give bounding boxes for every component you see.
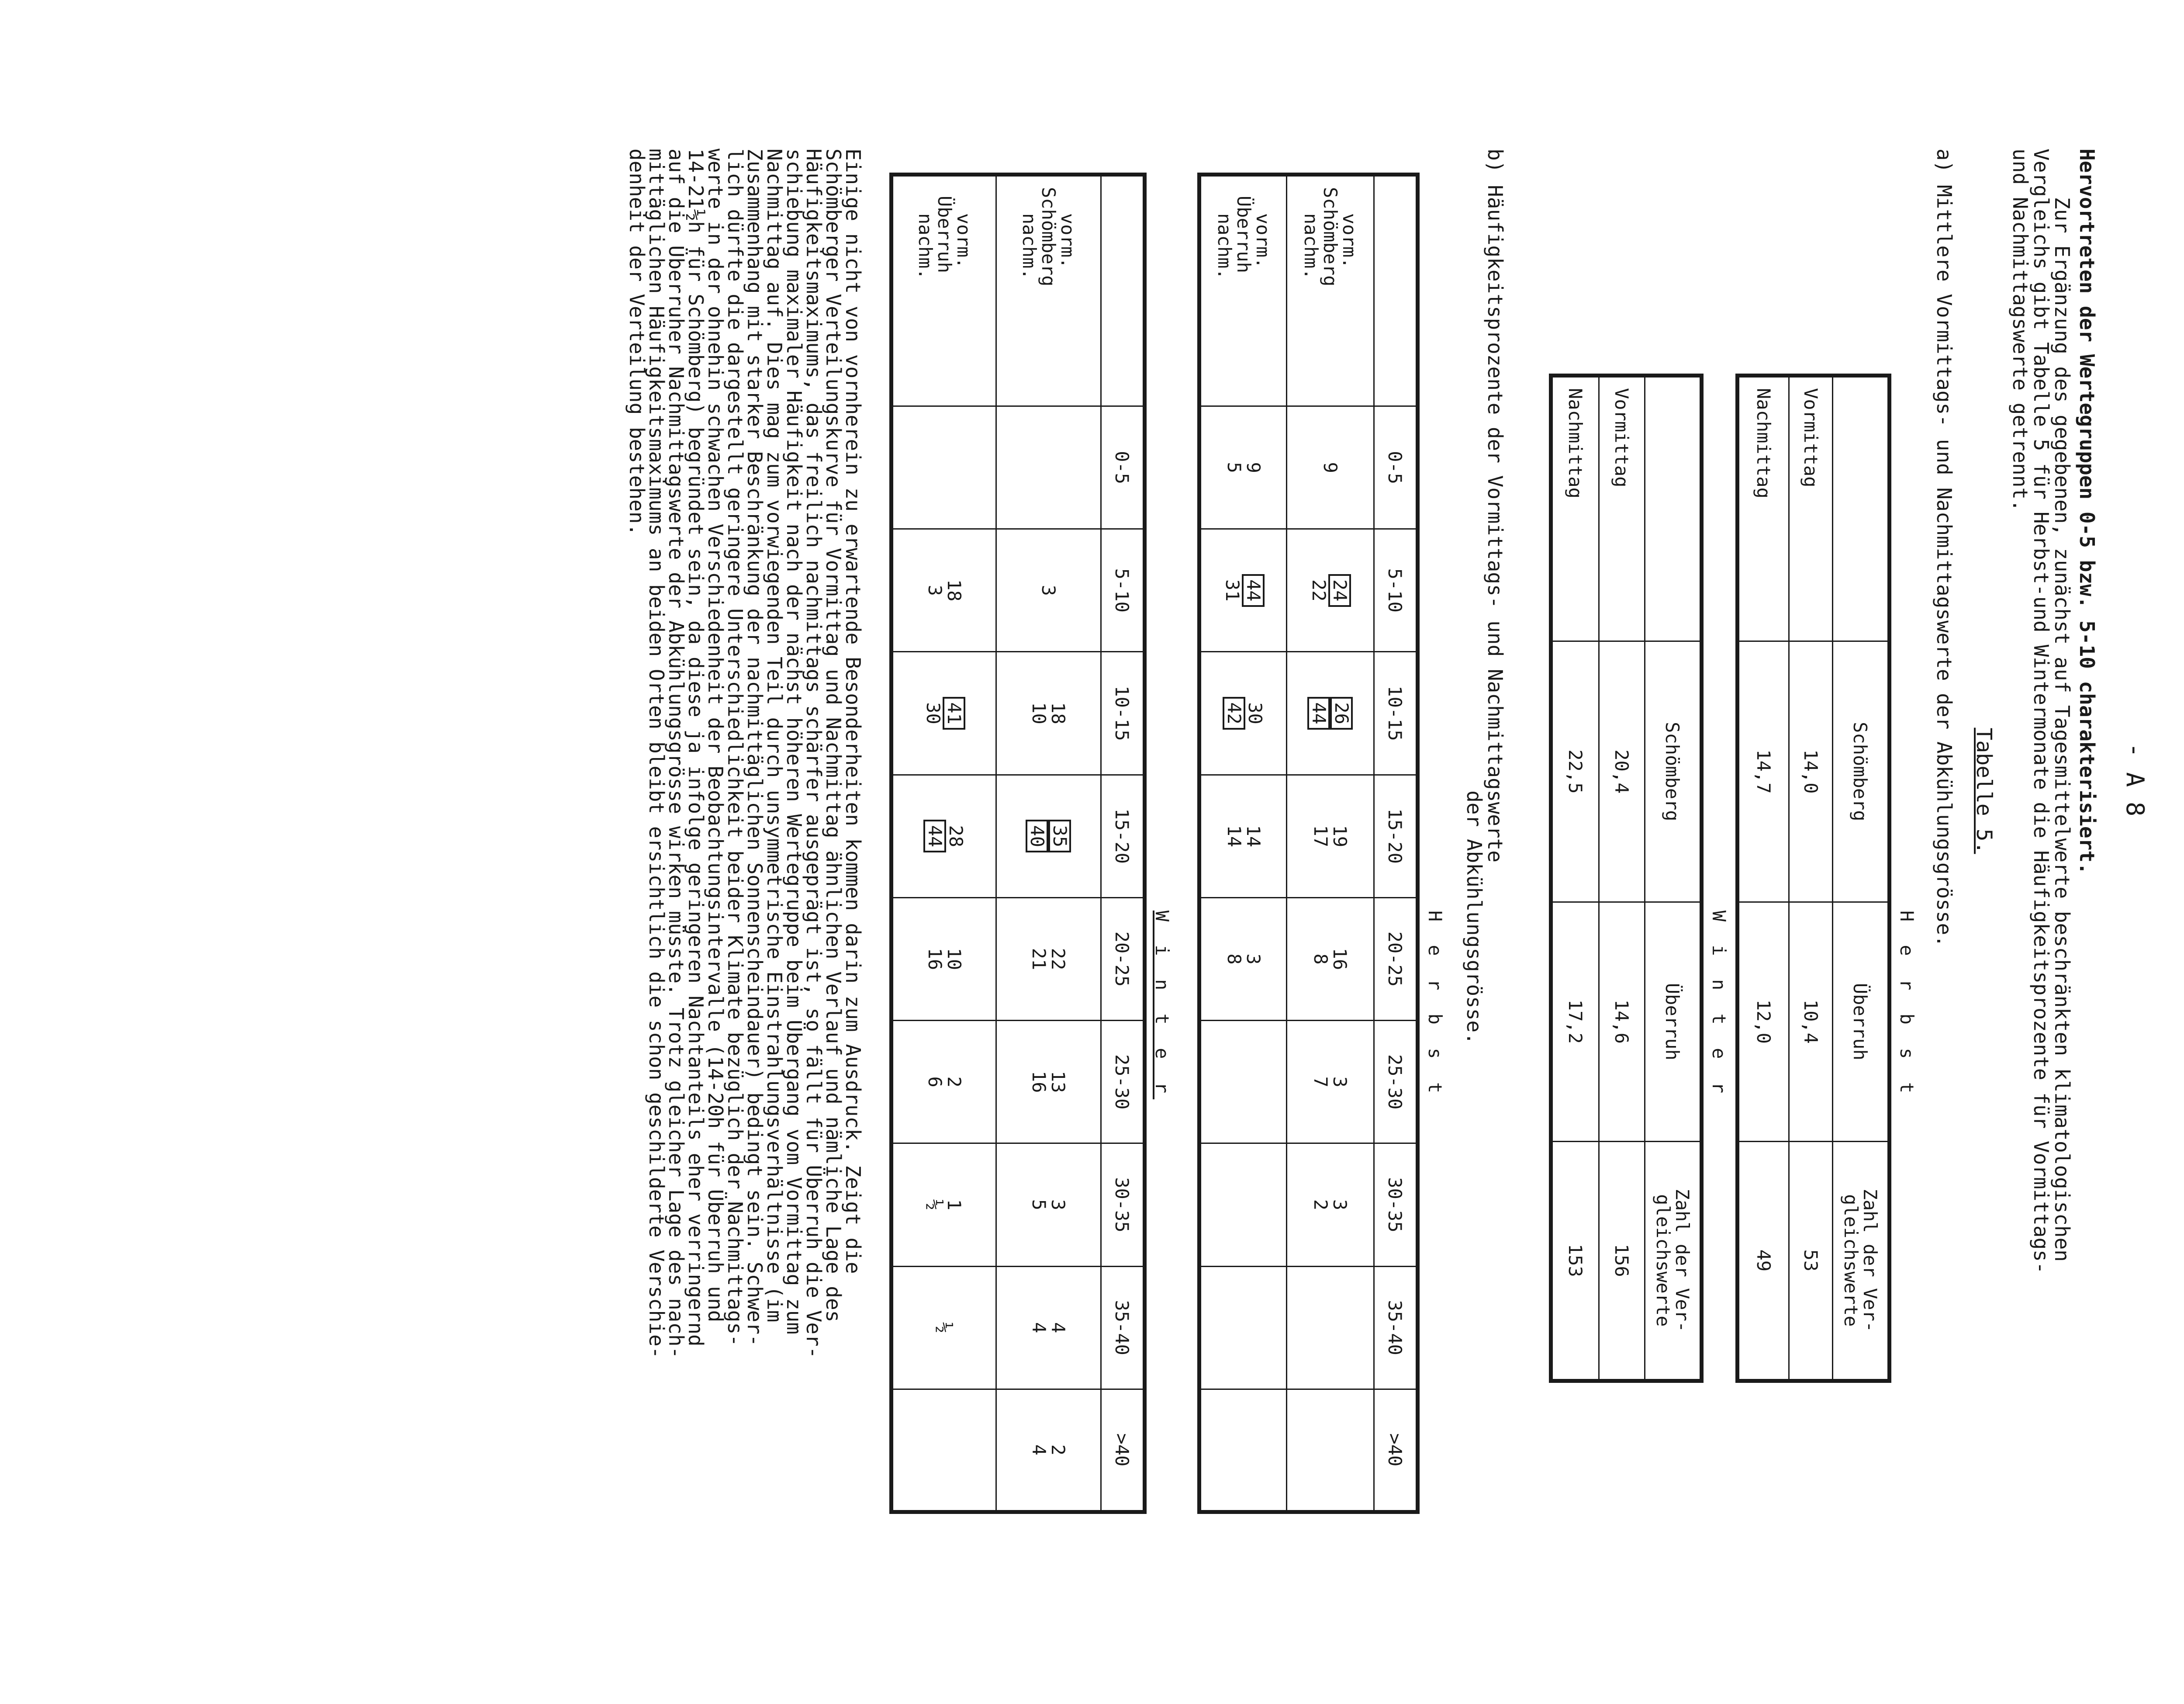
label-station: Überruh bbox=[1233, 196, 1254, 274]
value: 7 bbox=[1310, 1076, 1332, 1088]
header-cell: 30-35 bbox=[1101, 1143, 1145, 1266]
table-a-header-schoemberg: Schömberg bbox=[1833, 641, 1890, 902]
table-cell bbox=[892, 1143, 996, 1266]
header-cell: 25-30 bbox=[1374, 1021, 1418, 1143]
table-b-winter-header-row bbox=[1101, 175, 1145, 1512]
table-cell bbox=[996, 652, 1101, 775]
value: 3 bbox=[1329, 1199, 1351, 1211]
table-a-winter-header-count-text: Zahl der Ver- gleichswerte bbox=[1652, 1188, 1693, 1333]
table-cell: 22,5 bbox=[1551, 641, 1599, 902]
table-cell bbox=[892, 529, 996, 652]
label-vorm: vorm. bbox=[1339, 213, 1361, 269]
value: 18 bbox=[943, 579, 965, 602]
table-cell bbox=[1199, 406, 1287, 529]
boxed-value: 44 bbox=[1242, 574, 1265, 607]
table-title: Tabelle 5. bbox=[1972, 727, 1996, 854]
table-a-header-ueberruh: Überruh bbox=[1833, 902, 1890, 1141]
header-cell: 35-40 bbox=[1101, 1266, 1145, 1389]
table-cell bbox=[892, 1021, 996, 1143]
value: ½ bbox=[934, 1322, 955, 1333]
header-corner bbox=[1374, 175, 1418, 406]
boxed-value: 35 bbox=[1049, 820, 1071, 852]
group-label bbox=[892, 175, 996, 406]
boxed-value: 44 bbox=[923, 820, 946, 852]
header-cell: 20-25 bbox=[1374, 897, 1418, 1020]
value: 9 bbox=[1320, 462, 1341, 473]
table-a-winter-header-empty bbox=[1645, 376, 1702, 641]
table-row-group bbox=[1287, 175, 1374, 1512]
table-cell: 53 bbox=[1789, 1141, 1833, 1381]
value: 3 bbox=[1243, 953, 1264, 965]
value: 8 bbox=[1223, 953, 1245, 965]
value: 5 bbox=[1028, 1199, 1050, 1211]
header-cell: 0-5 bbox=[1374, 406, 1418, 529]
label-station: Schömberg bbox=[1320, 187, 1341, 287]
table-cell bbox=[996, 529, 1101, 652]
value: 2 bbox=[943, 1076, 965, 1088]
table-cell bbox=[1287, 1389, 1374, 1512]
header-cell: 30-35 bbox=[1374, 1143, 1418, 1266]
closing-line-6: Zusammenhang mit starker Beschränkung der nachmittäglichen Sonnenscheindauer) bedingt sein. Schwer- bbox=[743, 149, 767, 1347]
table-row bbox=[1551, 376, 1599, 1381]
closing-line-4: schiebung maximaler Häufigkeit nach der nächst höheren Wertegruppe beim Übergang vom Vormittag zum bbox=[782, 149, 806, 1335]
table-cell bbox=[1287, 1021, 1374, 1143]
table-a-header-count-text: Zahl der Ver- gleichswerte bbox=[1840, 1188, 1881, 1333]
closing-line-12: denheit der Verteilung bestehen. bbox=[625, 149, 649, 536]
table-cell: 14,6 bbox=[1599, 902, 1645, 1141]
table-a-winter-header-row bbox=[1645, 376, 1702, 1381]
value: 22 bbox=[1308, 579, 1330, 602]
label-station: Schömberg bbox=[1038, 187, 1060, 287]
value: 14 bbox=[1243, 825, 1264, 848]
table-cell: 14,0 bbox=[1789, 641, 1833, 902]
value: 3 bbox=[924, 585, 946, 596]
table-b-herbst-header-row bbox=[1374, 175, 1418, 1512]
value: 8 bbox=[1310, 953, 1332, 965]
table-row bbox=[1599, 376, 1645, 1381]
table-cell bbox=[1199, 1266, 1287, 1389]
value: 3 bbox=[1047, 1199, 1069, 1211]
table-cell bbox=[1287, 775, 1374, 897]
intro-line-1: Hervortreten der Wertegruppen 0-5 bzw. 5-10 charakterisiert. bbox=[2075, 149, 2099, 875]
group-label bbox=[1199, 175, 1287, 406]
value: 17 bbox=[1310, 825, 1332, 848]
table-cell bbox=[892, 1266, 996, 1389]
value: 16 bbox=[1329, 948, 1351, 970]
table-cell bbox=[996, 897, 1101, 1020]
header-cell: >40 bbox=[1101, 1389, 1145, 1512]
value: 2 bbox=[1310, 1199, 1332, 1211]
closing-line-7: lich dürfte die dargestellt geringere Unterschiedlichkeit beider Klimate bezüglich der Nachmittags- bbox=[723, 149, 747, 1347]
table-row-group bbox=[1199, 175, 1287, 1512]
group-label bbox=[996, 175, 1101, 406]
section-b-heading-line-1: b) Häufigkeitsprozente der Vormittags- und Nachmittagswerte bbox=[1483, 149, 1507, 862]
section-b-heading-line-2: der Abkühlungsgrösse. bbox=[1462, 790, 1486, 1045]
table-a-herbst-title: H e r b s t bbox=[1896, 910, 1918, 1100]
group-label bbox=[1287, 175, 1374, 406]
header-cell: 5-10 bbox=[1101, 529, 1145, 652]
header-cell: >40 bbox=[1374, 1389, 1418, 1512]
value: 13 bbox=[1047, 1070, 1069, 1093]
value: 18 bbox=[1047, 702, 1069, 724]
row-label: Nachmittag bbox=[1738, 376, 1789, 641]
table-a-winter-title: W i n t e r bbox=[1708, 910, 1730, 1100]
table-cell bbox=[1287, 652, 1374, 775]
closing-line-11: mittäglichen Häufigkeitsmaximums an beiden Orten bleibt ersichtlich die schon geschilderte Verschie- bbox=[645, 149, 668, 1359]
table-cell bbox=[892, 652, 996, 775]
intro-line-2: Zur Ergänzung des gegebenen, zunächst auf Tagesmittelwerte beschränkten klimatologischen bbox=[2050, 149, 2074, 1262]
table-cell bbox=[1287, 1143, 1374, 1266]
table-cell bbox=[1287, 406, 1374, 529]
row-label: Vormittag bbox=[1789, 376, 1833, 641]
table-cell bbox=[892, 775, 996, 897]
table-row bbox=[1789, 376, 1833, 1381]
value: 2 bbox=[1047, 1444, 1069, 1456]
closing-line-2: Schömberger Verteilungskurve für Vormittag und Nachmittag ähnlichen Verlauf und nämliche Lage des bbox=[822, 149, 845, 1323]
table-row-group bbox=[996, 175, 1101, 1512]
table-cell bbox=[892, 897, 996, 1020]
value: 22 bbox=[1047, 948, 1069, 970]
label-nachm: nachm. bbox=[1300, 213, 1322, 280]
header-cell: 25-30 bbox=[1101, 1021, 1145, 1143]
table-cell bbox=[1287, 529, 1374, 652]
table-cell bbox=[1199, 529, 1287, 652]
page-number: - A 8 bbox=[2121, 743, 2149, 817]
value: 4 bbox=[1047, 1322, 1069, 1333]
boxed-value: 44 bbox=[1308, 697, 1330, 730]
value: 21 bbox=[1028, 948, 1050, 970]
value: 31 bbox=[1222, 579, 1243, 602]
table-a-winter-header-ueberruh: Überruh bbox=[1645, 902, 1702, 1141]
table-cell bbox=[996, 1021, 1101, 1143]
value: 10 bbox=[943, 948, 965, 970]
table-cell bbox=[1199, 1143, 1287, 1266]
label-vorm: vorm. bbox=[1057, 213, 1079, 269]
value: 6 bbox=[924, 1076, 946, 1088]
header-corner bbox=[1101, 175, 1145, 406]
table-b-winter bbox=[889, 173, 1147, 1514]
value: 10 bbox=[1028, 702, 1050, 724]
value: 14 bbox=[1223, 825, 1245, 848]
table-cell bbox=[1199, 897, 1287, 1020]
table-cell bbox=[1199, 775, 1287, 897]
table-cell bbox=[1287, 897, 1374, 1020]
table-cell bbox=[892, 1389, 996, 1512]
section-a-heading: a) Mittlere Vormittags- und Nachmittagswerte der Abkühlungsgrösse. bbox=[1932, 149, 1956, 947]
table-cell: 14,7 bbox=[1738, 641, 1789, 902]
boxed-value: 42 bbox=[1223, 697, 1245, 730]
table-cell bbox=[996, 1143, 1101, 1266]
closing-line-1: Einige nicht von vornherein zu erwartende Besonderheiten kommen darin zum Ausdruck. Zeigt die bbox=[841, 149, 865, 1274]
table-cell bbox=[996, 406, 1101, 529]
label-vorm: vorm. bbox=[1252, 213, 1274, 269]
header-cell: 20-25 bbox=[1101, 897, 1145, 1020]
boxed-value: 40 bbox=[1026, 820, 1049, 852]
table-cell: 20,4 bbox=[1599, 641, 1645, 902]
table-cell bbox=[1199, 1021, 1287, 1143]
value: 9 bbox=[1243, 462, 1264, 473]
table-b-herbst bbox=[1197, 173, 1420, 1514]
table-cell: 49 bbox=[1738, 1141, 1789, 1381]
value: ½ bbox=[924, 1199, 946, 1211]
value: 16 bbox=[1028, 1070, 1050, 1093]
label-nachm: nachm. bbox=[1214, 213, 1235, 280]
table-row-group bbox=[892, 175, 996, 1512]
table-a-winter bbox=[1549, 374, 1704, 1383]
table-cell: 17,2 bbox=[1551, 902, 1599, 1141]
intro-line-3: Vergleichs gibt Tabelle 5 für Herbst-und Wintermonate die Häufigkeitsprozente für Vormittags- bbox=[2029, 149, 2053, 1274]
boxed-value: 41 bbox=[943, 697, 965, 730]
table-cell bbox=[892, 406, 996, 529]
table-cell bbox=[996, 775, 1101, 897]
table-cell bbox=[1199, 652, 1287, 775]
table-cell: 153 bbox=[1551, 1141, 1599, 1381]
table-cell bbox=[996, 1389, 1101, 1512]
closing-line-5: Nachmittag auf. Dies mag zum vorwiegenden Teil durch unsymmetrische Einstrahlungsverhältnisse (im bbox=[763, 149, 786, 1323]
value: 3 bbox=[1038, 585, 1060, 596]
value: 4 bbox=[1028, 1444, 1050, 1456]
header-cell: 0-5 bbox=[1101, 406, 1145, 529]
table-a bbox=[1735, 374, 1891, 1383]
table-cell bbox=[1287, 1266, 1374, 1389]
row-label: Vormittag bbox=[1599, 376, 1645, 641]
table-row bbox=[1738, 376, 1789, 1381]
table-a-header-empty bbox=[1833, 376, 1890, 641]
closing-line-9: 14-21½h für Schömberg) begründet sein, da diese ja infolge geringeren Nachtanteils eher verringernd bbox=[684, 149, 708, 1347]
boxed-value: 26 bbox=[1330, 697, 1353, 730]
header-cell: 10-15 bbox=[1374, 652, 1418, 775]
table-a-header-count bbox=[1833, 1141, 1890, 1381]
table-a-winter-header-schoemberg: Schömberg bbox=[1645, 641, 1702, 902]
table-cell bbox=[996, 1266, 1101, 1389]
closing-line-8: werte in der ohnehin schwachen Verschiedenheit der Beobachtungsintervalle (14-20h für Überruh und bbox=[704, 149, 727, 1323]
closing-line-10: auf die Überruher Nachmittagswerte der Abkühlungsgrösse wirken müsste. Trotz gleicher Lage des nach- bbox=[664, 149, 688, 1359]
value: 5 bbox=[1223, 462, 1245, 473]
intro-line-4: und Nachmittagswerte getrennt. bbox=[2008, 149, 2032, 512]
table-b-winter-title: W i n t e r bbox=[1151, 910, 1173, 1100]
table-cell: 10,4 bbox=[1789, 902, 1833, 1141]
value: 16 bbox=[924, 948, 946, 970]
value: 3 bbox=[1329, 1076, 1351, 1088]
value: 30 bbox=[1244, 702, 1266, 724]
header-cell: 35-40 bbox=[1374, 1266, 1418, 1389]
label-nachm: nachm. bbox=[915, 213, 936, 280]
closing-line-3: Häufigkeitsmaximums, das freilich nachmittags schärfer ausgeprägt ist, so fällt für Überruh die Ver- bbox=[802, 149, 826, 1359]
value: 19 bbox=[1329, 825, 1351, 848]
header-cell: 10-15 bbox=[1101, 652, 1145, 775]
table-a-header-row bbox=[1833, 376, 1890, 1381]
row-label: Nachmittag bbox=[1551, 376, 1599, 641]
table-a-winter-header-count bbox=[1645, 1141, 1702, 1381]
label-station: Überruh bbox=[934, 196, 955, 274]
label-nachm: nachm. bbox=[1019, 213, 1040, 280]
boxed-value: 24 bbox=[1329, 574, 1351, 607]
table-cell: 156 bbox=[1599, 1141, 1645, 1381]
value: 28 bbox=[945, 825, 967, 848]
table-b-herbst-title: H e r b s t bbox=[1424, 910, 1446, 1100]
value: 30 bbox=[923, 702, 944, 724]
value: 4 bbox=[1028, 1322, 1050, 1333]
header-cell: 5-10 bbox=[1374, 529, 1418, 652]
table-cell bbox=[1199, 1389, 1287, 1512]
table-cell: 12,0 bbox=[1738, 902, 1789, 1141]
label-vorm: vorm. bbox=[953, 213, 975, 269]
header-cell: 15-20 bbox=[1374, 775, 1418, 897]
value: 1 bbox=[943, 1199, 965, 1211]
header-cell: 15-20 bbox=[1101, 775, 1145, 897]
